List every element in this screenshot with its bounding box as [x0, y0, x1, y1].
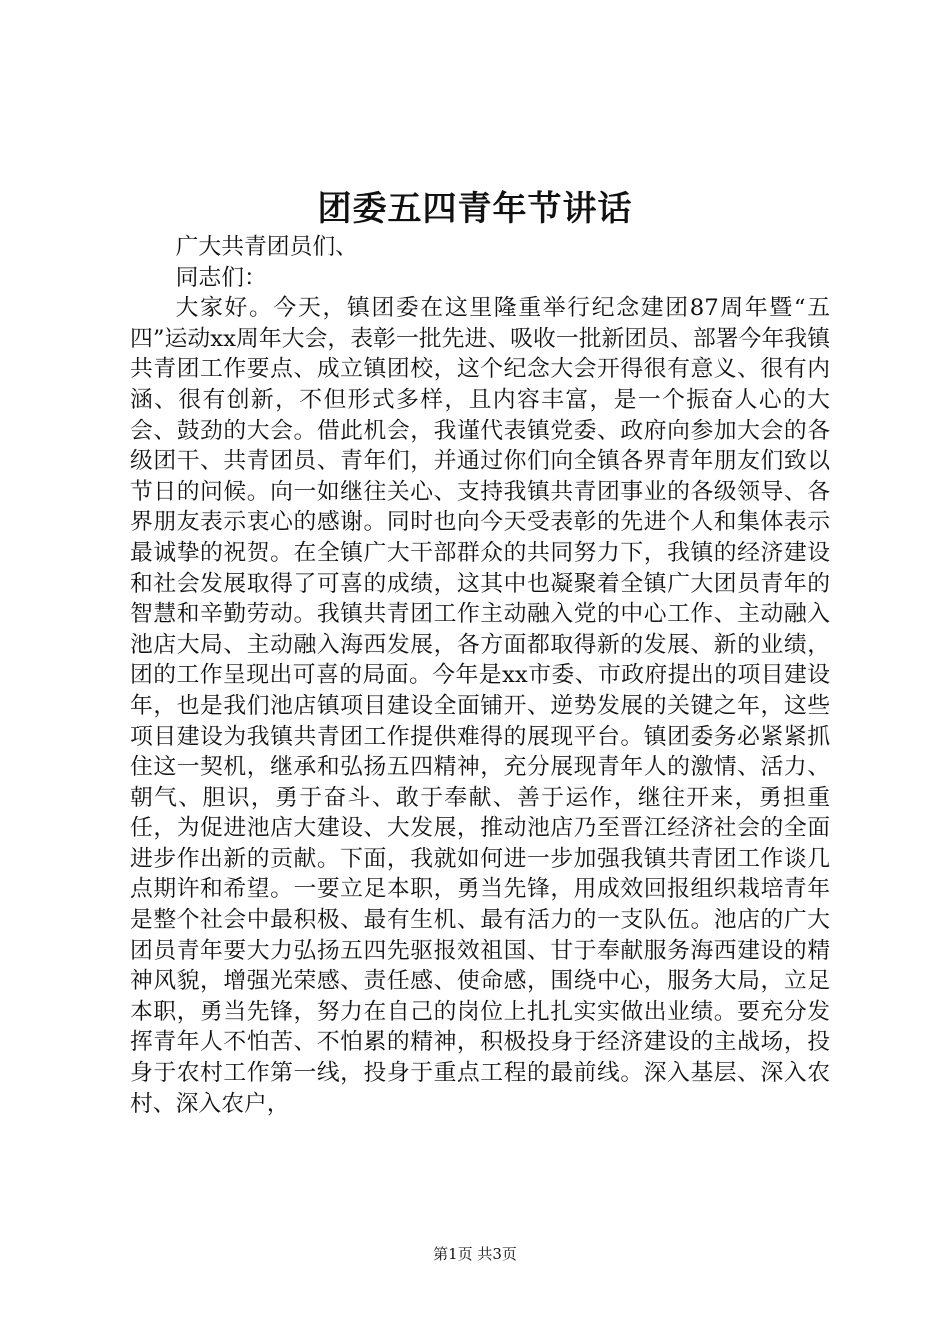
page-footer: 第1页 共3页: [433, 1245, 517, 1263]
document-title: 团委五四青年节讲话: [317, 189, 633, 229]
document-body: [130, 232, 830, 1119]
salutation-line-1: 广大共青团员们、: [175, 234, 358, 260]
speech-paragraph: 大家好。今天，镇团委在这里隆重举行纪念建团87周年暨“五四”运动xx周年大会，表彰一批先进、吸收一批新团员、部署今年我镇共青团工作要点、成立镇团校，这个纪念大会开得很有意义、很有内涵、很有创新，不但形式多样，且内容丰富，是一个振奋人心的大会、鼓劲的大会。借此机会，我谨代表镇党委、政府向参加大会的各级团干、共青团员、青年们，并通过你们向全镇各界青年朋友们致以节日的问候。向一如继往关心、支持我镇共青团事业的各级领导、各界朋友表示衷心的感谢。同时也向今天受表彰的先进个人和集体表示最诚挚的祝贺。在全镇广大干部群众的共同努力下，我镇的经济建设和社会发展取得了可喜的成绩，这其中也凝聚着全镇广大团员青年的智慧和辛勤劳动。我镇共青团工作主动融入党的中心工作、主动融入池店大局、主动融入海西发展，各方面都取得新的发展、新的业绩，团的工作呈现出可喜的局面。今年是xx市委、市政府提出的项目建设年，也是我们池店镇项目建设全面铺开、逆势发展的关键之年，这些项目建设为我镇共青团工作提供难得的展现平台。镇团委务必紧紧抓住这一契机，继承和弘扬五四精神，充分展现青年人的激情、活力、朝气、胆识，勇于奋斗、敢于奉献、善于运作，继往开来，勇担重任，为促进池店大建设、大发展，推动池店乃至晋江经济社会的全面进步作出新的贡献。下面，我就如何进一步加强我镇共青团工作谈几点期许和希望。一要立足本职，勇当先锋，用成效回报组织栽培青年是整个社会中最积极、最有生机、最有活力的一支队伍。池店的广大团员青年要大力弘扬五四先驱报效祖国、甘于奉献服务海西建设的精神风貌，增强光荣感、责任感、使命感，围绕中心，服务大局，立足本职，勇当先锋，努力在自己的岗位上扎扎实实做出业绩。要充分发挥青年人不怕苦、不怕累的精神，积极投身于经济建设的主战场，投身于农村工作第一线，投身于重点工程的最前线。深入基层、深入农村、深入农户，: [130, 295, 830, 1117]
salutation-line-2: 同志们：: [175, 264, 267, 291]
